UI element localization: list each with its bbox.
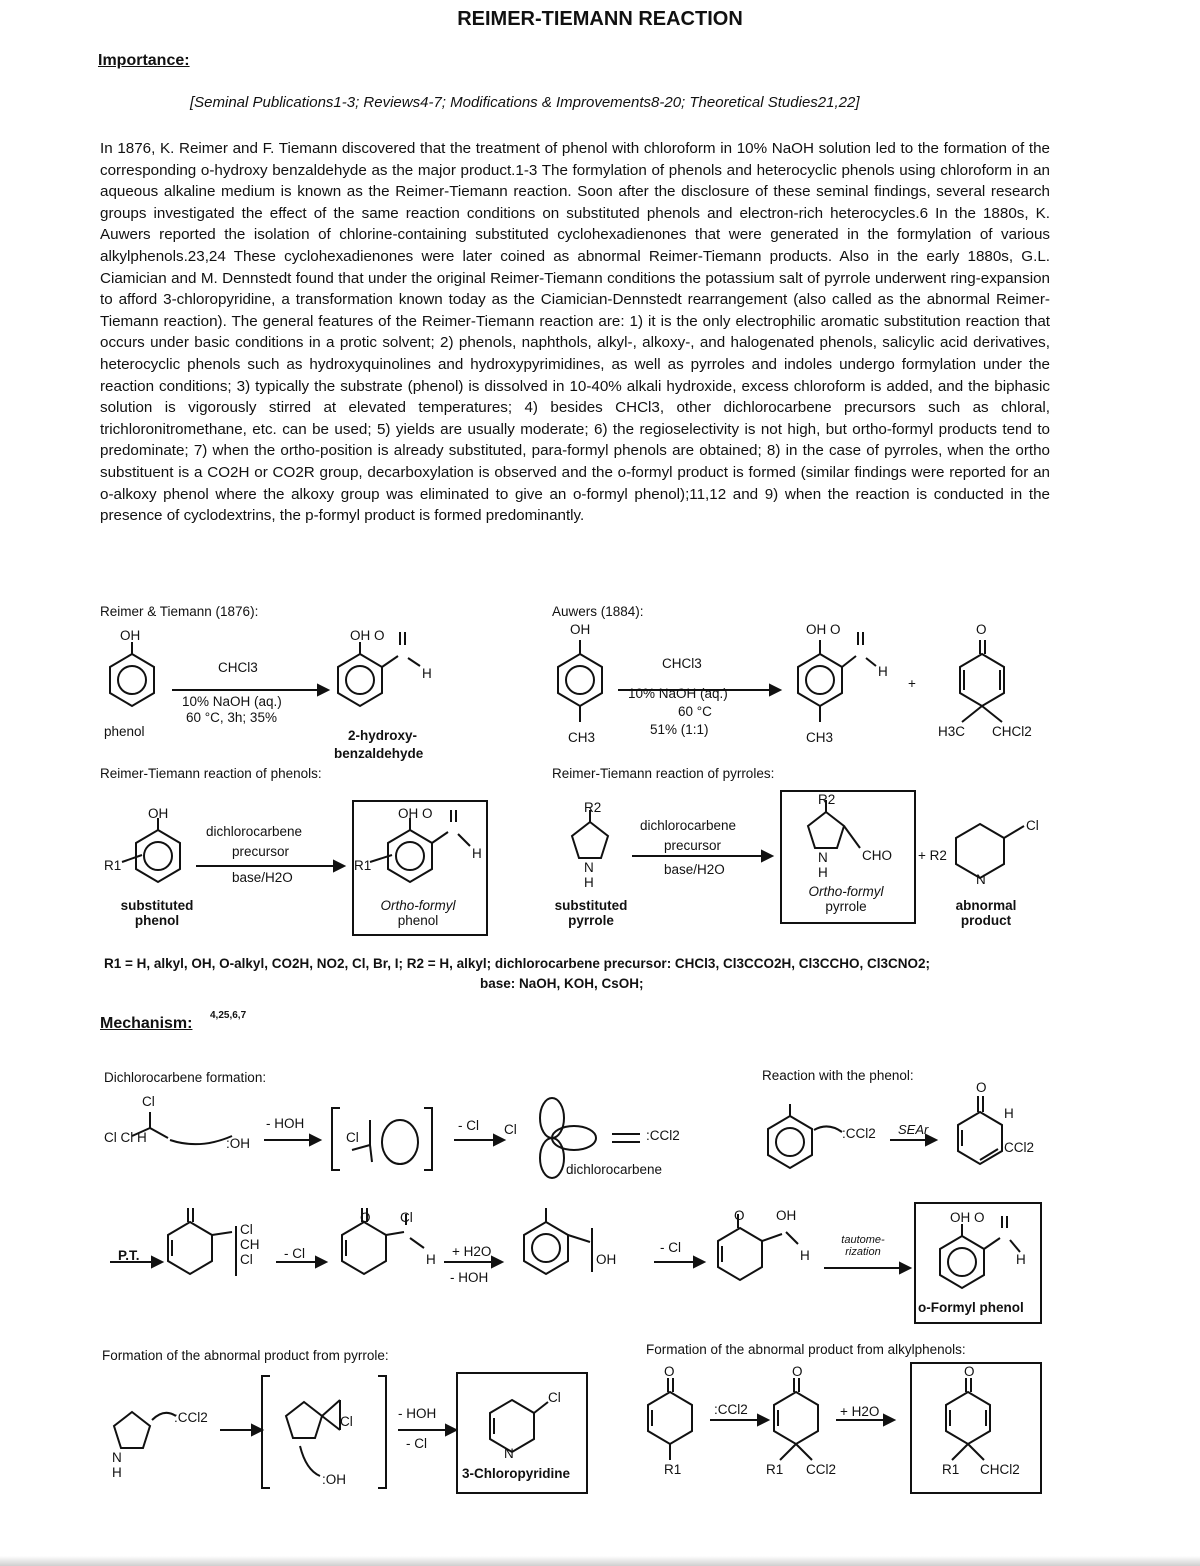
- phenol-reagent-2: precursor: [232, 844, 290, 859]
- minus-hoh-3-label: - HOH: [398, 1406, 437, 1421]
- auwers-aldehyde-structure: [798, 632, 876, 722]
- dienone-ccl2-anion: [774, 1378, 818, 1460]
- 3-chloropyridine-label: 3-Chloropyridine: [462, 1466, 571, 1481]
- carbene-formation-header: Dichlorocarbene formation:: [104, 1070, 267, 1085]
- rt1876-reagent-bottom-2: 60 °C, 3h; 35%: [186, 710, 277, 725]
- auwers-reagent-1: 10% NaOH (aq.): [628, 686, 728, 701]
- pyrrole-reagent-2: precursor: [664, 838, 722, 853]
- abnormal-product-label: abnormal product: [955, 898, 1017, 928]
- rt1876-reagent-bottom-1: 10% NaOH (aq.): [182, 694, 282, 709]
- phenoxide-intermediate-4: [524, 1208, 592, 1274]
- minus-hoh-2-label: - HOH: [450, 1270, 489, 1285]
- phenol-label: phenol: [104, 724, 145, 739]
- phenol-reagent-1: dichlorocarbene: [206, 824, 303, 839]
- pyrroles-header: Reimer-Tiemann reaction of pyrroles:: [552, 766, 775, 781]
- o-formyl-phenol-label: o-Formyl phenol: [918, 1300, 1024, 1315]
- sub-pyrrole-label: substituted pyrrole: [554, 898, 628, 928]
- salicylaldehyde-structure: [338, 632, 420, 706]
- sub-phenol-label: substituted phenol: [120, 898, 194, 928]
- ortho-pyrrole-label: Ortho-formyl pyrrole: [808, 884, 884, 914]
- substituted-phenol-structure: [122, 818, 180, 882]
- plus-h2o-label: + H2O: [452, 1244, 492, 1259]
- reaction-with-phenol-header: Reaction with the phenol:: [762, 1068, 914, 1083]
- dienone-aldehyde: [718, 1214, 798, 1280]
- phenol-reagent-3: base/H2O: [232, 870, 293, 885]
- phenoxide-structure: [768, 1104, 842, 1168]
- chloroform-structure: [132, 1112, 232, 1144]
- minus-cl-label: - Cl: [458, 1118, 479, 1133]
- auwers-reagent-3: 51% (1:1): [650, 722, 709, 737]
- p-cresol-structure: [558, 640, 602, 722]
- pyrrole-reagent-3: base/H2O: [664, 862, 725, 877]
- carbene-formula: :CCl2: [646, 1128, 680, 1143]
- mechanism-heading: Mechanism:: [100, 1015, 193, 1032]
- scan-edge: [0, 1556, 1200, 1566]
- ortho-phenol-label: Ortho-formyl phenol: [380, 898, 456, 928]
- footnote-2: base: NaOH, KOH, CsOH;: [480, 976, 644, 991]
- abnormal-pyridine-structure: [956, 824, 1024, 878]
- phenols-header: Reimer-Tiemann reaction of phenols:: [100, 766, 322, 781]
- tautomerization-label: tautome- rization: [841, 1234, 885, 1258]
- dienone-intermediate-2: [168, 1208, 236, 1276]
- pyrrole-reagent-1: dichlorocarbene: [640, 818, 737, 833]
- product-label-2: benzaldehyde: [334, 746, 424, 761]
- minus-cl-3-label: - Cl: [406, 1436, 427, 1451]
- minus-hoh-label: - HOH: [266, 1116, 305, 1131]
- pyrrolide-structure: [114, 1412, 176, 1448]
- phenol-structure: [110, 642, 154, 706]
- abnormal-dienone-box: [910, 1362, 1042, 1494]
- footnote-1: R1 = H, alkyl, OH, O-alkyl, CO2H, NO2, Cl, Br, I; R2 = H, alkyl; dichlorocarbene precursor: CHCl3, Cl3CCO2H, Cl3CCHO, Cl3CNO2;: [104, 956, 930, 971]
- dienone-intermediate-1: [958, 1096, 1002, 1164]
- plus-sign: +: [908, 676, 916, 691]
- auwers-reagent-top: CHCl3: [662, 656, 702, 671]
- substituted-pyrrole-structure: [572, 810, 608, 858]
- dichlorocarbene-label: dichlorocarbene: [566, 1162, 663, 1177]
- sear-label: SEAr: [898, 1122, 929, 1137]
- auwers-1884-header: Auwers (1884):: [552, 604, 644, 619]
- product-label-1: 2-hydroxy-: [348, 728, 418, 743]
- plus-h2o-2-label: + H2O: [840, 1404, 880, 1419]
- pt-label: P.T.: [118, 1248, 140, 1263]
- auwers-dienone-structure: [960, 640, 1004, 722]
- alkylphenoxide-structure: [648, 1378, 692, 1460]
- mechanism-refs: 4,25,6,7: [210, 1010, 247, 1021]
- pyrrole-abnormal-header: Formation of the abnormal product from pyrrole:: [102, 1348, 389, 1363]
- importance-heading: Importance:: [98, 52, 190, 69]
- reimer-tiemann-1876-header: Reimer & Tiemann (1876):: [100, 604, 259, 619]
- page-title: REIMER-TIEMANN REACTION: [457, 8, 743, 30]
- references-line: [Seminal Publications1-3; Reviews4-7; Modifications & Improvements8-20; Theoretical Studies21,22]: [190, 94, 860, 111]
- auwers-reagent-2: 60 °C: [678, 704, 712, 719]
- rt1876-reagent-top: CHCl3: [218, 660, 258, 675]
- alkylphenol-abnormal-header: Formation of the abnormal product from alkylphenols:: [646, 1342, 966, 1357]
- carbene-reagent-label: :CCl2: [714, 1402, 748, 1417]
- intro-paragraph: In 1876, K. Reimer and F. Tiemann discovered that the treatment of phenol with chloroform in 10% NaOH solution led to the formation of the corresponding o-hydroxy benzaldehyde as the major product.1-3 The formylation of phenols and heterocyclic phenols using chloroform in an aqueous alkaline medium is known as the Reimer-Tiemann reaction. Soon after the disclosure of these seminal findings, several research groups investigated the effect of the same reaction conditions on substituted phenols and electron-rich heterocycles.6 In the 1880s, K. Auwers reported the isolation of chlorine-containing substituted cyclohexadienones that were generated in the formylation of various alkylphenols.23,24 These cyclohexadienones were later coined as abnormal Reimer-Tiemann products. Also in the early 1880s, G.L. Ciamician and M. Dennstedt found that under the original Reimer-Tiemann conditions the potassium salt of pyrrole underwent ring-expansion to afford 3-chloropyridine, a transformation known today as the Ciamician-Dennstedt rearrangement (also called as the abnormal Reimer-Tiemann reaction). The general features of the Reimer-Tiemann reaction are: 1) it is the only electrophilic aromatic substitution reaction that occurs under basic conditions in a protic solvent; 2) phenols, naphthols, alkyl-, alkoxy-, and halogenated phenols, salicylic acid derivatives, heterocyclic phenols such as hydroxyquinolines and hydroxypyrimidines, as well as pyrroles and indoles undergo formylation under the reaction conditions; 3) typically the substrate (phenol) is dissolved in 10-40% alkali hydroxide, excess chloroform is added, and the biphasic solution is vigorously stirred at elevated temperatures; 4) besides CHCl3, other dichlorocarbene precursors such as chloral, trichloronitromethane, etc. can be used; 5) yields are usually moderate; 6) the regioselectivity is not high, but ortho-formyl products tend to predominate; 7) when the ortho-position is already substituted, para-formyl phenols are obtained; 8) in the case of pyrroles, when the ortho substituent is a CO2H or CO2R group, decarboxylation is observed and the o-formyl product is formed (similar findings were reported for an o-alkoxy phenol where the alkoxy group was eliminated to give an o-formyl phenol);11,12 and 9) when the reaction is conducted in the presence of cyclodextrins, the p-formyl product is formed predominantly.: [100, 140, 1050, 525]
